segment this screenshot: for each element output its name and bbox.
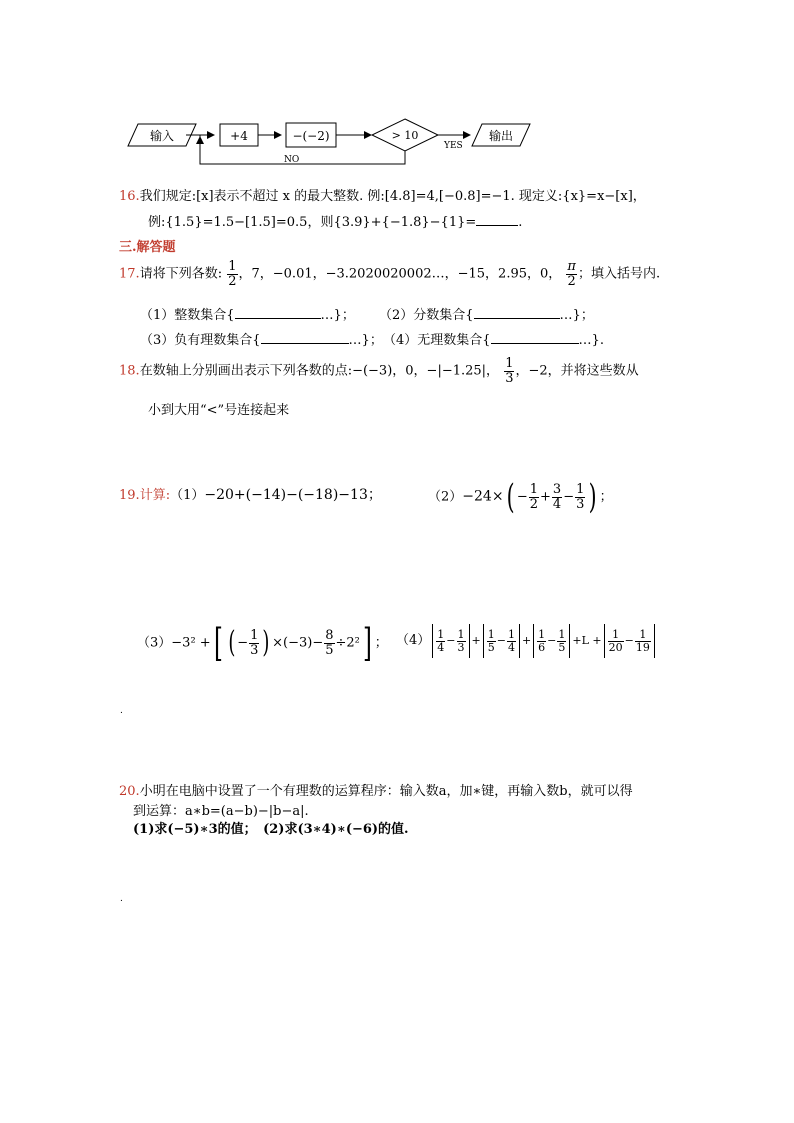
frac-num: 1 xyxy=(558,627,566,641)
q19-p4-label: （4） xyxy=(396,633,431,648)
frac-den: 20 xyxy=(608,640,623,654)
q20-line2: 到运算：a∗b=(a−b)−|b−a|. xyxy=(133,804,309,819)
frac-num: 1 xyxy=(487,627,495,641)
q17-set3-end: …}； xyxy=(348,333,383,348)
q17-set3-blank[interactable] xyxy=(261,343,349,344)
question-16-line2 xyxy=(148,211,522,230)
q17-number: 17. xyxy=(119,266,140,282)
q19-p2-prefix: −24× xyxy=(462,488,504,505)
frac-den: 3 xyxy=(250,642,259,658)
flowchart xyxy=(118,118,538,170)
right-paren: ) xyxy=(589,477,598,517)
q17-set3-label: （3）负有理数集合{ xyxy=(140,333,261,348)
q17-frac-half xyxy=(227,260,237,288)
q20-line1: 小明在电脑中设置了一个有理数的运算程序：输入数a，加∗键，再输入数b，就可以得 xyxy=(139,784,633,799)
q19-p4-t2-a xyxy=(487,629,496,653)
q19-p4-t4-a xyxy=(608,629,624,653)
frac-num: 1 xyxy=(608,629,624,642)
frac-num: π xyxy=(567,259,576,274)
q19-p3-mid: ×(−3)− xyxy=(272,635,324,651)
q19-p4-t1-a xyxy=(436,629,445,653)
q18-line2: 小到大用“<”号连接起来 xyxy=(148,403,290,418)
minus: − xyxy=(237,635,249,651)
abs-bar xyxy=(654,624,655,658)
flow-output-label: 输出 xyxy=(488,129,514,143)
frac-den: 4 xyxy=(507,640,515,654)
question-19 xyxy=(119,484,382,504)
q17-sets-row1b xyxy=(379,304,594,323)
q17-set1-label: （1）整数集合{ xyxy=(140,308,235,323)
q19-part4: （4） $\frac{1}{4}$ − $\frac{1}{3}$ + $\frac{1}{5}$ − $\frac{1}{4}$ + $\frac{1}{6}$ − $\frac{1}{5}$ +L + $\frac{1}{20}$ − $\frac{1}{19}$ xyxy=(396,624,657,658)
q19-p4-ellipsis: +L + xyxy=(572,634,602,647)
abs-bar xyxy=(483,624,484,658)
q16-number: 16. xyxy=(119,189,140,204)
q19-p4-t4-b xyxy=(635,629,651,653)
abs-bar xyxy=(432,624,433,658)
stray-dot-1: . xyxy=(120,706,123,716)
semicolon: ； xyxy=(374,635,388,651)
q19-p3-frac2 xyxy=(324,629,334,657)
q17-set4-end: …}. xyxy=(578,333,604,348)
q18-number: 18. xyxy=(119,363,140,379)
q19-p4-t1-b xyxy=(457,629,466,653)
abs-bar xyxy=(519,624,520,658)
frac-num: 1 xyxy=(228,259,237,274)
stray-dot-2: . xyxy=(120,894,123,904)
q16-line2: 例:{1.5}=1.5−[1.5]=0.5，则{3.9}+{−1.8}−{1}= xyxy=(148,215,477,230)
flow-input-label: 输入 xyxy=(149,129,175,143)
q17-suffix: ；填入括号内. xyxy=(577,266,661,282)
frac-num: 1 xyxy=(538,627,546,641)
left-paren: ( xyxy=(506,477,515,517)
frac-num: 1 xyxy=(250,627,259,643)
q17-sets-row1 xyxy=(140,304,355,323)
q19-p3-label: （3） xyxy=(137,635,172,651)
q17-set2-label: （2）分数集合{ xyxy=(379,308,474,323)
section-3-title: 三.解答题 xyxy=(119,240,176,255)
frac-den: 4 xyxy=(552,496,562,512)
q17-set2-blank[interactable] xyxy=(474,318,560,319)
abs-bar xyxy=(569,624,570,658)
q19-label: 计算: xyxy=(139,488,171,503)
frac-den: 3 xyxy=(505,370,514,386)
q20-number: 20. xyxy=(119,784,140,799)
frac-den: 5 xyxy=(558,640,566,654)
q17-frac-pi xyxy=(566,260,577,288)
q17-prefix: 请将下列各数: xyxy=(139,266,223,282)
abs-bar xyxy=(604,624,605,658)
frac-num: 1 xyxy=(437,627,445,641)
frac-den: 3 xyxy=(457,640,465,654)
frac-den: 19 xyxy=(635,640,650,654)
frac-num: 8 xyxy=(325,627,334,643)
q19-p4-t3-b xyxy=(557,629,566,653)
q19-p1-expr: −20+(−14)−(−18)−13； xyxy=(204,487,382,503)
frac-num: 1 xyxy=(635,629,651,642)
q17-set1-blank[interactable] xyxy=(235,318,321,319)
frac-den: 2 xyxy=(228,273,237,289)
q17-sets-row2b xyxy=(383,329,604,348)
question-16 xyxy=(119,185,646,204)
frac-den: 2 xyxy=(529,496,539,512)
q19-p3-frac1 xyxy=(249,629,259,657)
frac-den: 3 xyxy=(576,496,585,512)
left-bracket: [ xyxy=(213,621,223,665)
q16-line1: 我们规定:[x]表示不超过 x 的最大整数. 例:[4.8]=4,[−0.8]=−1. 现定义:{x}=x−[x]， xyxy=(139,189,646,204)
minus: − xyxy=(563,489,575,505)
frac-num: 1 xyxy=(529,481,539,497)
frac-den: 6 xyxy=(538,640,546,654)
q19-part3 xyxy=(137,621,388,665)
frac-den: 5 xyxy=(325,642,334,658)
q16-answer-blank[interactable] xyxy=(476,225,518,226)
minus: − xyxy=(516,489,528,505)
plus: + xyxy=(540,489,551,505)
q17-set4-blank[interactable] xyxy=(491,343,579,344)
q19-p4-t2-b xyxy=(507,629,516,653)
frac-den: 5 xyxy=(487,640,495,654)
q16-period: . xyxy=(518,215,523,230)
q19-p2-frac1 xyxy=(529,483,539,511)
abs-bar xyxy=(469,624,470,658)
right-paren: ) xyxy=(262,625,270,660)
flow-yes-label: YES xyxy=(444,141,463,151)
q19-p3-prefix: −3² + xyxy=(171,635,211,651)
flow-step2: −(−2) xyxy=(292,129,330,143)
frac-num: 1 xyxy=(505,356,514,371)
q19-p4-t3-a xyxy=(537,629,546,653)
q19-part2 xyxy=(428,477,613,517)
q19-number: 19. xyxy=(119,488,140,503)
semicolon: ； xyxy=(599,489,613,505)
q19-p3-tail: ÷2² xyxy=(335,635,360,651)
q17-set4-label: （4）无理数集合{ xyxy=(383,333,491,348)
flow-condition: > 10 xyxy=(391,129,419,142)
abs-bar xyxy=(533,624,534,658)
q17-list: ，7，−0.01，−3.2020020002…，−15，2.95，0， xyxy=(238,266,562,282)
q19-p2-label: （2） xyxy=(428,489,463,505)
frac-num: 1 xyxy=(457,627,465,641)
question-20 xyxy=(119,780,633,799)
q19-p2-frac2 xyxy=(552,483,562,511)
flow-step1: +4 xyxy=(230,129,248,143)
q19-p1-label: （1） xyxy=(170,488,205,503)
question-17 xyxy=(119,260,660,288)
q17-set2-end: …}； xyxy=(559,308,594,323)
frac-num: 1 xyxy=(576,481,585,497)
q18-frac-third xyxy=(504,357,514,385)
q18-expr1: −(−3)，0，−|−1.25|， xyxy=(352,363,500,379)
frac-den: 2 xyxy=(567,273,576,289)
right-bracket: ] xyxy=(362,621,372,665)
flow-no-label: NO xyxy=(284,155,300,165)
q19-p2-frac3 xyxy=(575,483,585,511)
frac-den: 4 xyxy=(437,640,445,654)
q20-line3: (1)求(−5)∗3的值； (2)求(3∗4)∗(−6)的值. xyxy=(133,822,409,837)
left-paren: ( xyxy=(227,625,235,660)
q18-prefix: 在数轴上分别画出表示下列各数的点: xyxy=(139,363,353,379)
frac-num: 1 xyxy=(507,627,515,641)
question-18 xyxy=(119,357,639,385)
q17-set1-end: …}； xyxy=(320,308,355,323)
frac-num: 3 xyxy=(552,481,562,497)
q18-expr2: ，−2，并将这些数从 xyxy=(515,363,639,379)
q17-sets-row2 xyxy=(140,329,383,348)
